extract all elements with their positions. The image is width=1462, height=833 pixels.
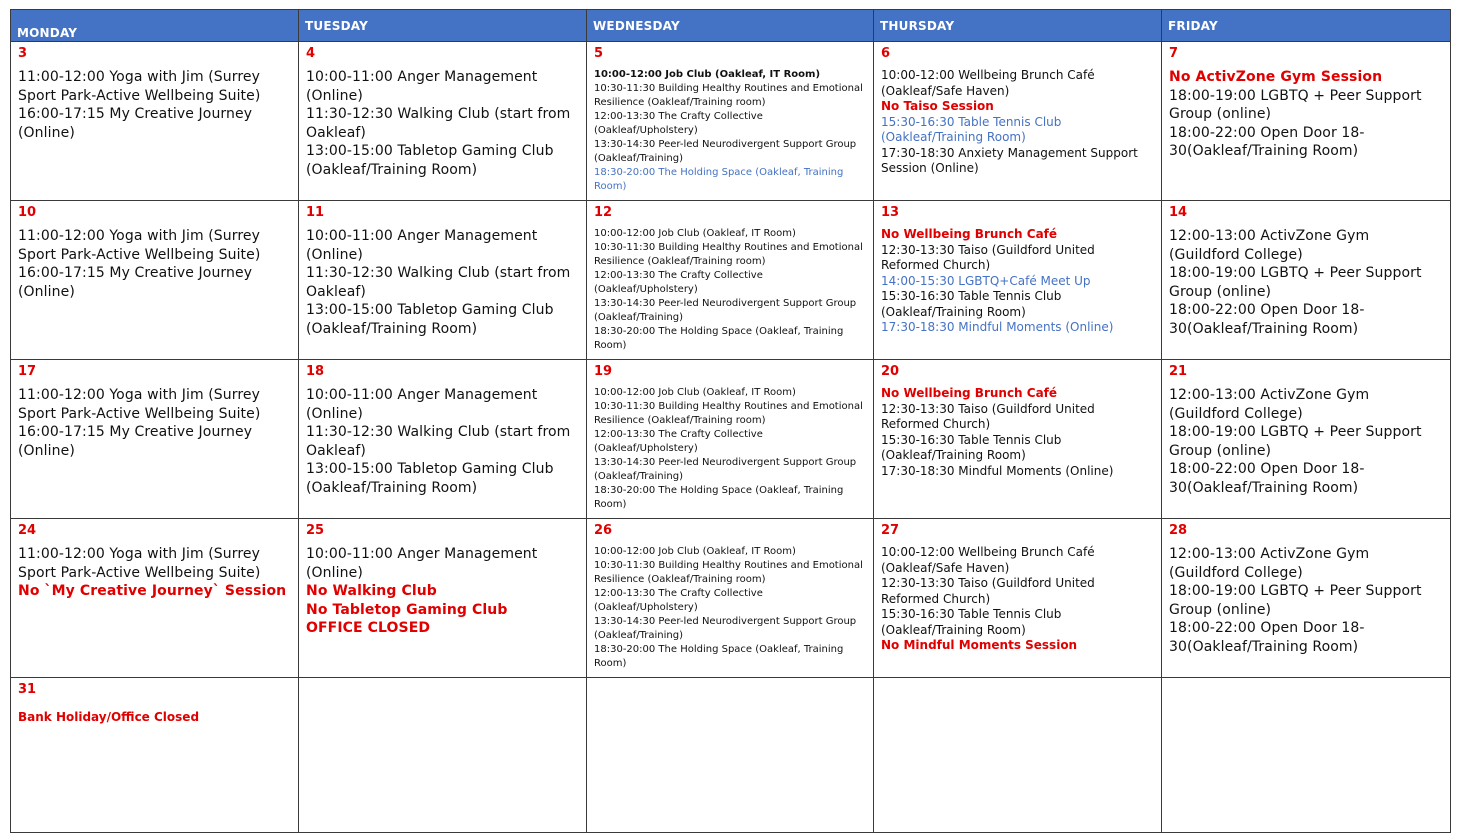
day-cell-wednesday <box>587 42 874 201</box>
event-entry: 10:00-12:00 Job Club (Oakleaf, IT Room) <box>594 546 796 557</box>
day-cell-thursday <box>874 42 1162 201</box>
event-entry: 18:00-22:00 Open Door 18-30(Oakleaf/Training Room) <box>1169 461 1365 496</box>
day-number: 6 <box>881 46 891 61</box>
day-cell-wednesday <box>587 360 874 519</box>
event-entry: 10:30-11:30 Building Healthy Routines and Emotional Resilience (Oakleaf/Training room) <box>594 560 863 585</box>
event-entry: 12:00-13:00 ActivZone Gym (Guildford College) <box>1169 228 1370 263</box>
event-entry: 17:30-18:30 Anxiety Management Support Session (Online) <box>881 145 1138 175</box>
week-row <box>11 678 1451 833</box>
event-entry: 18:00-19:00 LGBTQ + Peer Support Group (online) <box>1169 583 1422 618</box>
day-cell-friday <box>1162 360 1451 519</box>
event-entry: 10:00-12:00 Job Club (Oakleaf, IT Room) <box>594 387 796 398</box>
event-entry: 13:00-15:00 Tabletop Gaming Club (Oakleaf/Training Room) <box>306 302 554 337</box>
event-entry: 18:00-19:00 LGBTQ + Peer Support Group (online) <box>1169 265 1422 300</box>
event-entry: 10:30-11:30 Building Healthy Routines and Emotional Resilience (Oakleaf/Training room) <box>594 242 863 267</box>
event-entry: 17:30-18:30 Mindful Moments (Online) <box>881 463 1114 478</box>
cancellation-notice: No Taiso Session <box>881 99 994 113</box>
event-entry: 18:30-20:00 The Holding Space (Oakleaf, Training Room) <box>594 644 844 669</box>
header-thursday: THURSDAY <box>874 10 1162 42</box>
event-entry: 11:00-12:00 Yoga with Jim (Surrey Sport Park-Active Wellbeing Suite) <box>18 69 261 104</box>
event-entry: 13:30-14:30 Peer-led Neurodivergent Support Group (Oakleaf/Training) <box>594 457 857 482</box>
event-entry: 10:30-11:30 Building Healthy Routines and Emotional Resilience (Oakleaf/Training room) <box>594 401 863 426</box>
event-entry: 17:30-18:30 Mindful Moments (Online) <box>881 320 1114 334</box>
header-friday: FRIDAY <box>1162 10 1451 42</box>
event-entry: 12:00-13:30 The Crafty Collective (Oakleaf/Upholstery) <box>594 429 763 454</box>
event-entry: 12:00-13:00 ActivZone Gym (Guildford College) <box>1169 387 1370 422</box>
week-row <box>11 360 1451 519</box>
day-cell-tuesday <box>299 201 587 360</box>
cancellation-notice: No `My Creative Journey` Session <box>18 583 287 599</box>
event-entry: 18:30-20:00 The Holding Space (Oakleaf, Training Room) <box>594 326 844 351</box>
event-entry: 10:00-12:00 Wellbeing Brunch Café (Oakleaf/Safe Haven) <box>881 68 1095 98</box>
day-cell-monday <box>11 519 299 678</box>
header-monday: MONDAY <box>11 10 299 42</box>
event-entry: 11:00-12:00 Yoga with Jim (Surrey Sport Park-Active Wellbeing Suite) <box>18 387 261 422</box>
event-entry: 18:00-22:00 Open Door 18-30(Oakleaf/Training Room) <box>1169 302 1365 337</box>
event-entry: 12:30-13:30 Taiso (Guildford United Reformed Church) <box>881 576 1095 606</box>
event-entry: 16:00-17:15 My Creative Journey (Online) <box>18 424 253 459</box>
event-entry: 13:30-14:30 Peer-led Neurodivergent Support Group (Oakleaf/Training) <box>594 616 857 641</box>
event-entry: 13:30-14:30 Peer-led Neurodivergent Support Group (Oakleaf/Training) <box>594 139 857 164</box>
day-number: 12 <box>594 205 613 220</box>
event-entry: 15:30-16:30 Table Tennis Club (Oakleaf/Training Room) <box>881 432 1062 462</box>
event-entry: 15:30-16:30 Table Tennis Club (Oakleaf/Training Room) <box>881 607 1062 637</box>
cancellation-notice: No Wellbeing Brunch Café <box>881 227 1058 241</box>
day-cell-tuesday <box>299 360 587 519</box>
event-entry: 10:30-11:30 Building Healthy Routines and Emotional Resilience (Oakleaf/Training room) <box>594 83 863 108</box>
day-number: 5 <box>594 46 604 61</box>
day-cell-tuesday <box>299 519 587 678</box>
week-row <box>11 201 1451 360</box>
event-entry: 13:00-15:00 Tabletop Gaming Club (Oakleaf/Training Room) <box>306 143 554 178</box>
day-number: 20 <box>881 364 900 379</box>
day-number: 3 <box>18 46 28 61</box>
event-entry: 12:00-13:30 The Crafty Collective (Oakleaf/Upholstery) <box>594 111 763 136</box>
event-entry: 10:00-11:00 Anger Management (Online) <box>306 228 538 263</box>
event-entry: 18:00-19:00 LGBTQ + Peer Support Group (online) <box>1169 87 1422 122</box>
event-entry: 18:30-20:00 The Holding Space (Oakleaf, Training Room) <box>594 485 844 510</box>
day-number: 31 <box>18 682 37 697</box>
event-entry: 12:00-13:30 The Crafty Collective (Oakleaf/Upholstery) <box>594 588 763 613</box>
header-wednesday: WEDNESDAY <box>587 10 874 42</box>
day-cell-monday <box>11 360 299 519</box>
day-number: 24 <box>18 523 37 538</box>
cancellation-notice: No Tabletop Gaming Club <box>306 601 508 618</box>
day-cell-friday <box>1162 519 1451 678</box>
week-row <box>11 42 1451 201</box>
day-number: 19 <box>594 364 613 379</box>
event-entry: 15:30-16:30 Table Tennis Club (Oakleaf/Training Room) <box>881 289 1062 319</box>
week-row <box>11 519 1451 678</box>
cancellation-notice: OFFICE CLOSED <box>306 620 431 636</box>
event-entry: 12:00-13:00 ActivZone Gym (Guildford College) <box>1169 546 1370 581</box>
day-cell-monday <box>11 201 299 360</box>
event-entry: 10:00-12:00 Job Club (Oakleaf, IT Room) <box>594 69 821 80</box>
day-cell-thursday <box>874 201 1162 360</box>
day-cell-wednesday <box>587 201 874 360</box>
event-entry: 10:00-11:00 Anger Management (Online) <box>306 546 538 581</box>
event-entry: 11:30-12:30 Walking Club (start from Oakleaf) <box>306 424 571 459</box>
event-entry: 13:30-14:30 Peer-led Neurodivergent Support Group (Oakleaf/Training) <box>594 298 857 323</box>
cancellation-notice: No Wellbeing Brunch Café <box>881 386 1058 400</box>
event-entry: 16:00-17:15 My Creative Journey (Online) <box>18 265 253 300</box>
event-entry: 15:30-16:30 Table Tennis Club (Oakleaf/Training Room) <box>881 114 1062 144</box>
event-entry: 11:00-12:00 Yoga with Jim (Surrey Sport Park-Active Wellbeing Suite) <box>18 228 261 263</box>
day-number: 17 <box>18 364 37 379</box>
day-number: 14 <box>1169 205 1188 220</box>
day-number: 7 <box>1169 46 1179 61</box>
weekday-header-row <box>11 10 1451 42</box>
event-entry: 18:00-22:00 Open Door 18-30(Oakleaf/Training Room) <box>1169 620 1365 655</box>
day-cell-thursday <box>874 678 1162 833</box>
event-entry: 11:30-12:30 Walking Club (start from Oakleaf) <box>306 265 571 300</box>
event-entry: 18:00-22:00 Open Door 18-30(Oakleaf/Training Room) <box>1169 124 1365 159</box>
day-number: 27 <box>881 523 900 538</box>
day-cell-tuesday <box>299 678 587 833</box>
day-cell-monday <box>11 42 299 201</box>
day-cell-wednesday <box>587 678 874 833</box>
cancellation-notice: No Walking Club <box>306 583 437 599</box>
event-entry: 10:00-11:00 Anger Management (Online) <box>306 387 538 422</box>
day-cell-thursday <box>874 519 1162 678</box>
event-entry: 11:00-12:00 Yoga with Jim (Surrey Sport Park-Active Wellbeing Suite) <box>18 546 261 581</box>
monthly-calendar <box>10 9 1451 833</box>
calendar-body <box>11 42 1451 833</box>
cancellation-notice: Bank Holiday/Office Closed <box>18 710 200 724</box>
day-cell-friday <box>1162 42 1451 201</box>
day-number: 28 <box>1169 523 1188 538</box>
day-number: 10 <box>18 205 37 220</box>
event-entry: 12:30-13:30 Taiso (Guildford United Reformed Church) <box>881 401 1095 431</box>
event-entry: 12:00-13:30 The Crafty Collective (Oakleaf/Upholstery) <box>594 270 763 295</box>
cancellation-notice: No ActivZone Gym Session <box>1169 69 1383 85</box>
event-entry: 18:30-20:00 The Holding Space (Oakleaf, Training Room) <box>594 167 844 192</box>
event-entry: 10:00-12:00 Wellbeing Brunch Café (Oakleaf/Safe Haven) <box>881 545 1095 575</box>
event-entry: 10:00-12:00 Job Club (Oakleaf, IT Room) <box>594 228 796 239</box>
event-entry: 16:00-17:15 My Creative Journey (Online) <box>18 106 253 141</box>
day-cell-thursday <box>874 360 1162 519</box>
day-number: 21 <box>1169 364 1188 379</box>
day-number: 26 <box>594 523 613 538</box>
day-number: 4 <box>306 46 316 61</box>
day-cell-friday <box>1162 678 1451 833</box>
day-cell-monday <box>11 678 299 833</box>
event-entry: 13:00-15:00 Tabletop Gaming Club (Oakleaf/Training Room) <box>306 461 554 496</box>
event-entry: 10:00-11:00 Anger Management (Online) <box>306 69 538 104</box>
event-entry: 18:00-19:00 LGBTQ + Peer Support Group (online) <box>1169 424 1422 459</box>
day-number: 18 <box>306 364 325 379</box>
event-entry: 14:00-15:30 LGBTQ+Café Meet Up <box>881 273 1091 288</box>
event-entry: 11:30-12:30 Walking Club (start from Oakleaf) <box>306 106 571 141</box>
day-number: 13 <box>881 205 900 220</box>
event-entry: 12:30-13:30 Taiso (Guildford United Reformed Church) <box>881 242 1095 272</box>
day-cell-tuesday <box>299 42 587 201</box>
day-cell-friday <box>1162 201 1451 360</box>
day-number: 11 <box>306 205 325 220</box>
day-cell-wednesday <box>587 519 874 678</box>
header-tuesday: TUESDAY <box>299 10 587 42</box>
cancellation-notice: No Mindful Moments Session <box>881 638 1078 652</box>
day-number: 25 <box>306 523 325 538</box>
